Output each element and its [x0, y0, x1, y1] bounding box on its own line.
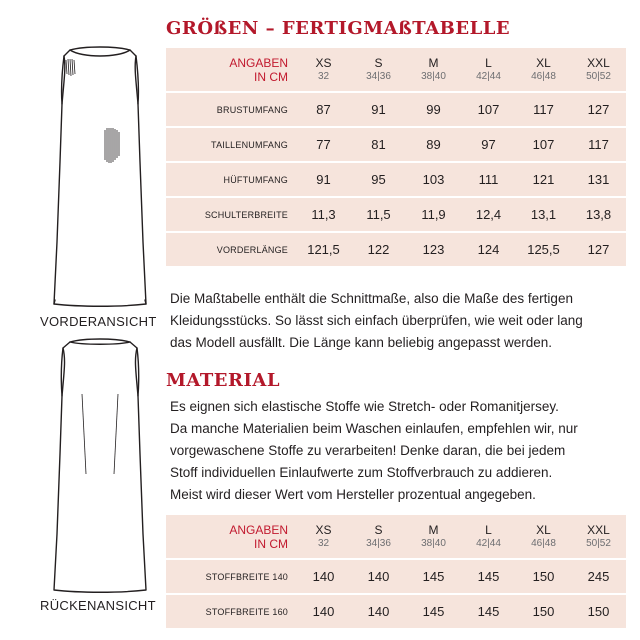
table-cell: 13,1: [516, 198, 571, 231]
table-cell: 12,4: [461, 198, 516, 231]
header-label-line1: ANGABEN: [229, 522, 288, 537]
table-cell: 77: [296, 128, 351, 161]
size-header-l: L 42|44: [461, 515, 516, 558]
size-header-xxl: XXL 50|52: [571, 515, 626, 558]
table-cell: 11,5: [351, 198, 406, 231]
row-label: STOFFBREITE 160: [166, 595, 296, 628]
table-cell: 117: [516, 93, 571, 126]
text-line: Stoff individuellen Einlaufwerte zum Stoffverbrauch zu addieren.: [170, 465, 553, 480]
table-cell: 127: [571, 93, 626, 126]
table-cell: 245: [571, 560, 626, 593]
text-line: das Modell ausfällt. Die Länge kann beliebig angepasst werden.: [170, 335, 553, 350]
back-dress-sketch: [40, 334, 160, 596]
text-line: Da manche Materialien beim Waschen einlaufen, empfehlen wir, nur: [170, 421, 578, 436]
table-cell: 150: [516, 595, 571, 628]
text-line: Meist wird dieser Wert vom Hersteller prozentual angegeben.: [170, 487, 536, 502]
table-cell: 140: [296, 560, 351, 593]
table-cell: 145: [406, 595, 461, 628]
sizes-title: GRÖßEN – FERTIGMAßTABELLE: [166, 18, 511, 39]
text-line: Die Maßtabelle enthält die Schnittmaße, also die Maße des fertigen: [170, 291, 573, 306]
table-cell: 99: [406, 93, 461, 126]
fabric-table: [166, 515, 626, 628]
table-cell: 127: [571, 233, 626, 266]
sizes-description: [170, 288, 630, 354]
size-header-l: L 42|44: [461, 48, 516, 91]
size-header-xl: XL 46|48: [516, 48, 571, 91]
table-cell: 95: [351, 163, 406, 196]
fabric-header-row: [166, 515, 626, 558]
measurements-header-row: [166, 48, 626, 91]
row-label: BRUSTUMFANG: [166, 93, 296, 126]
table-cell: 140: [296, 595, 351, 628]
table-cell: 91: [351, 93, 406, 126]
size-header-s: S 34|36: [351, 48, 406, 91]
table-cell: 124: [461, 233, 516, 266]
table-row: [166, 233, 626, 266]
table-cell: 117: [571, 128, 626, 161]
table-cell: 91: [296, 163, 351, 196]
table-cell: 145: [461, 560, 516, 593]
table-row: [166, 198, 626, 231]
table-cell: 89: [406, 128, 461, 161]
table-cell: 11,3: [296, 198, 351, 231]
table-cell: 121,5: [296, 233, 351, 266]
row-label: TAILLENUMFANG: [166, 128, 296, 161]
table-cell: 150: [571, 595, 626, 628]
measurements-table: [166, 48, 626, 266]
table-cell: 11,9: [406, 198, 461, 231]
size-header-m: M 38|40: [406, 48, 461, 91]
header-label-line1: ANGABEN: [229, 55, 288, 70]
table-cell: 131: [571, 163, 626, 196]
row-label: SCHULTERBREITE: [166, 198, 296, 231]
table-cell: 97: [461, 128, 516, 161]
row-label: VORDERLÄNGE: [166, 233, 296, 266]
size-header-xxl: XXL 50|52: [571, 48, 626, 91]
table-row: [166, 595, 626, 628]
front-dress-sketch: [40, 42, 160, 312]
header-label-line2: IN CM: [254, 69, 288, 84]
table-cell: 87: [296, 93, 351, 126]
table-row: [166, 128, 626, 161]
table-row: [166, 163, 626, 196]
table-cell: 122: [351, 233, 406, 266]
size-header-m: M 38|40: [406, 515, 461, 558]
table-cell: 125,5: [516, 233, 571, 266]
table-cell: 123: [406, 233, 461, 266]
table-cell: 150: [516, 560, 571, 593]
row-label: HÜFTUMFANG: [166, 163, 296, 196]
table-cell: 81: [351, 128, 406, 161]
size-header-xl: XL 46|48: [516, 515, 571, 558]
size-header-xs: XS 32: [296, 48, 351, 91]
front-view-label: VORDERANSICHT: [40, 314, 157, 329]
material-title: MATERIAL: [166, 370, 281, 391]
table-cell: 140: [351, 595, 406, 628]
table-cell: 121: [516, 163, 571, 196]
table-row: [166, 93, 626, 126]
table-cell: 111: [461, 163, 516, 196]
table-cell: 140: [351, 560, 406, 593]
table-cell: 107: [516, 128, 571, 161]
header-label-line2: IN CM: [254, 536, 288, 551]
back-view-label: RÜCKENANSICHT: [40, 598, 156, 613]
row-label: STOFFBREITE 140: [166, 560, 296, 593]
material-description: [170, 396, 630, 506]
table-cell: 107: [461, 93, 516, 126]
table-cell: 13,8: [571, 198, 626, 231]
size-header-s: S 34|36: [351, 515, 406, 558]
table-cell: 145: [461, 595, 516, 628]
text-line: vorgewaschene Stoffe zu verarbeiten! Denke daran, die bei jedem: [170, 443, 566, 458]
text-line: Kleidungsstücks. So lässt sich einfach überprüfen, wie weit oder lang: [170, 313, 583, 328]
header-label: [166, 48, 296, 91]
table-row: [166, 560, 626, 593]
text-line: Es eignen sich elastische Stoffe wie Stretch- oder Romanitjersey.: [170, 399, 559, 414]
table-cell: 103: [406, 163, 461, 196]
table-cell: 145: [406, 560, 461, 593]
size-header-xs: XS 32: [296, 515, 351, 558]
header-label: [166, 515, 296, 558]
